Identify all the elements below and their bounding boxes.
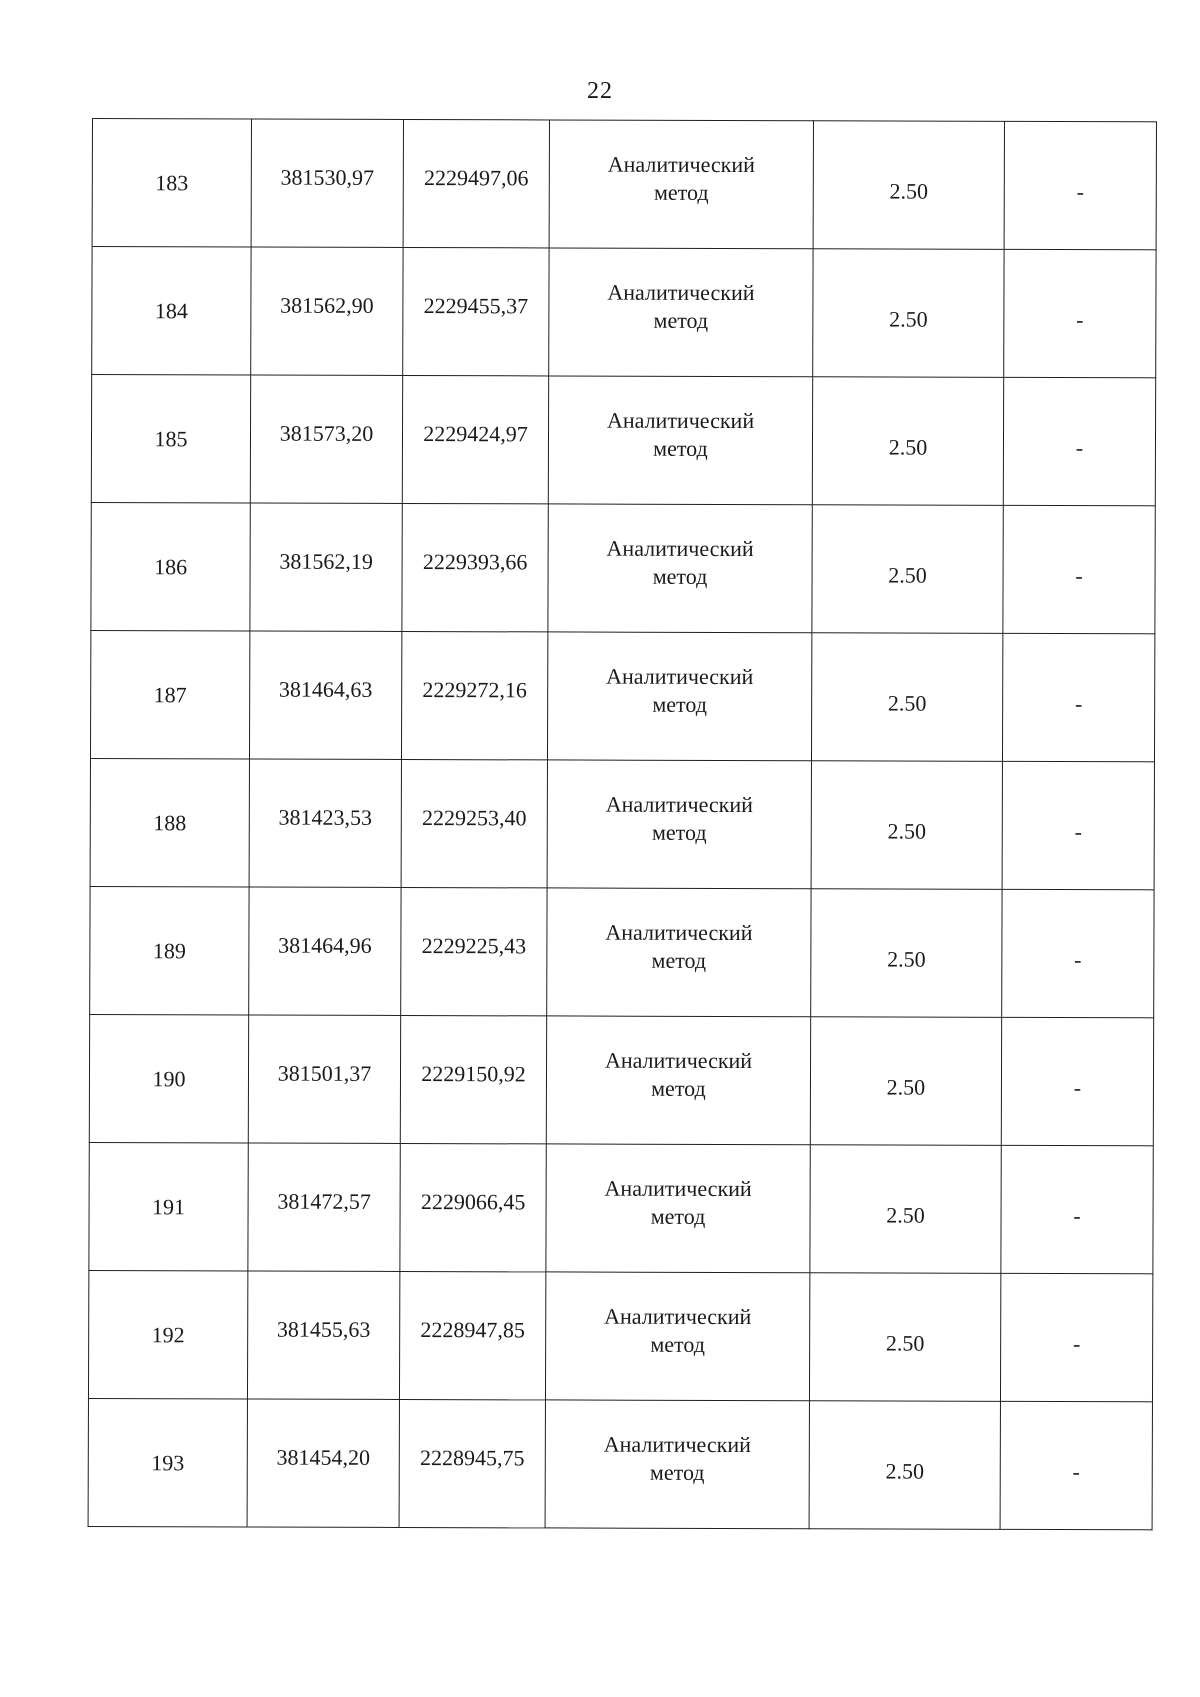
accuracy-value-cell — [809, 1401, 1000, 1530]
description-value-cell — [1000, 1401, 1152, 1529]
point-number-cell — [89, 1014, 248, 1142]
method-cell — [546, 1144, 810, 1273]
coordinate-x-cell — [248, 1143, 400, 1271]
method-line: Аналитический — [606, 663, 754, 689]
coordinate-y-cell — [399, 1399, 545, 1527]
coordinate-x-cell — [247, 1271, 399, 1399]
description-value-cell — [1001, 1017, 1153, 1145]
table-row — [88, 1270, 1152, 1401]
method-line: Аналитический — [605, 919, 753, 945]
coordinate-x-cell — [247, 1399, 399, 1527]
coordinate-y-cell — [402, 503, 548, 631]
method-line: Аналитический — [604, 1047, 753, 1073]
accuracy-value: 2.50 — [887, 946, 926, 972]
method-text — [604, 1430, 751, 1486]
description-value-cell — [1004, 249, 1156, 377]
point-number: 187 — [153, 681, 187, 707]
coordinates-table-body — [88, 119, 1156, 1530]
coordinate-y-cell — [399, 1271, 545, 1399]
point-number-cell — [92, 119, 251, 247]
method-line: Аналитический — [607, 279, 755, 305]
coordinate-x: 381423,53 — [278, 804, 373, 830]
description-value: - — [1074, 818, 1082, 844]
method-cell — [549, 248, 813, 377]
coordinates-table — [88, 118, 1157, 1530]
method-text — [607, 278, 754, 334]
coordinate-y: 2228945,75 — [420, 1444, 525, 1470]
coordinate-y-cell — [401, 887, 547, 1015]
accuracy-value-cell — [812, 377, 1003, 506]
coordinate-y: 2229066,45 — [420, 1188, 526, 1214]
method-cell — [546, 1016, 810, 1145]
description-value-cell — [1002, 889, 1154, 1017]
description-value-cell — [1003, 505, 1155, 633]
table-row — [91, 375, 1155, 506]
point-number: 185 — [154, 425, 188, 451]
method-cell — [545, 1272, 809, 1401]
coordinate-x: 381562,90 — [280, 292, 374, 318]
accuracy-value-cell — [810, 1145, 1001, 1274]
point-number: 184 — [154, 297, 188, 323]
point-number-cell — [88, 1398, 247, 1526]
description-value: - — [1076, 306, 1084, 332]
description-value-cell — [1002, 633, 1154, 761]
coordinate-x: 381454,20 — [276, 1444, 371, 1470]
coordinate-x-cell — [250, 375, 402, 503]
method-text — [605, 918, 752, 974]
method-text — [608, 150, 755, 206]
method-text — [606, 534, 753, 590]
coordinate-x-cell — [249, 631, 401, 759]
method-line: метод — [652, 691, 707, 717]
accuracy-value-cell — [812, 505, 1003, 634]
coordinate-x: 381455,63 — [276, 1316, 371, 1342]
coordinate-y-cell — [403, 119, 549, 247]
accuracy-value-cell — [810, 1017, 1001, 1146]
method-line: Аналитический — [607, 151, 755, 177]
coordinate-y: 2229225,43 — [421, 932, 527, 958]
point-number-cell — [90, 758, 249, 886]
accuracy-value: 2.50 — [885, 1330, 925, 1356]
table-row — [89, 1142, 1153, 1273]
description-value: - — [1074, 946, 1082, 972]
coordinate-x-cell — [251, 119, 403, 247]
method-text — [607, 406, 754, 462]
method-line: Аналитический — [604, 1303, 752, 1329]
point-number-cell — [91, 375, 250, 503]
coordinate-x-cell — [248, 1015, 400, 1143]
point-number: 193 — [151, 1449, 185, 1475]
description-value-cell — [1001, 1145, 1153, 1273]
description-value: - — [1073, 1074, 1082, 1100]
description-value: - — [1076, 178, 1084, 204]
coordinate-x: 381530,97 — [280, 164, 375, 190]
method-line: метод — [650, 1203, 706, 1229]
coordinate-y: 2228947,85 — [420, 1316, 525, 1342]
point-number: 191 — [152, 1193, 186, 1219]
page-number: 22 — [587, 78, 613, 104]
point-number-cell — [89, 1142, 248, 1270]
point-number: 190 — [152, 1065, 186, 1091]
accuracy-value: 2.50 — [888, 434, 928, 460]
accuracy-value-cell — [813, 249, 1004, 378]
coordinate-x: 381573,20 — [279, 420, 374, 446]
point-number-cell — [88, 1270, 247, 1398]
description-value: - — [1072, 1458, 1080, 1484]
method-line: метод — [651, 947, 707, 973]
accuracy-value-cell — [813, 121, 1004, 250]
method-cell — [548, 504, 812, 633]
coordinate-y: 2229253,40 — [422, 804, 527, 830]
method-cell — [547, 888, 811, 1017]
point-number-cell — [92, 247, 251, 375]
method-cell — [545, 1400, 809, 1529]
table-row — [90, 758, 1154, 889]
description-value-cell — [1002, 761, 1154, 889]
coordinate-y-cell — [400, 1143, 546, 1271]
method-cell — [547, 632, 811, 761]
point-number: 183 — [155, 169, 189, 195]
table-row — [91, 502, 1155, 633]
method-line: метод — [653, 435, 708, 461]
method-line: метод — [650, 1331, 705, 1357]
coordinate-y-cell — [401, 631, 547, 759]
table-row — [90, 630, 1154, 761]
method-text — [605, 1046, 752, 1102]
accuracy-value: 2.50 — [887, 690, 927, 716]
point-number: 186 — [154, 553, 188, 579]
table-row — [92, 119, 1156, 250]
method-line: Аналитический — [604, 1175, 752, 1201]
coordinate-y: 2229424,97 — [423, 420, 528, 446]
accuracy-value-cell — [811, 633, 1002, 762]
coordinate-x: 381464,96 — [278, 932, 372, 958]
method-cell — [549, 120, 813, 249]
point-number-cell — [90, 886, 249, 1014]
table-row — [90, 886, 1154, 1017]
coordinate-y: 2229393,66 — [422, 548, 528, 574]
method-line: метод — [651, 819, 707, 845]
coordinate-y-cell — [403, 247, 549, 375]
coordinate-x: 381472,57 — [277, 1188, 371, 1214]
method-line: метод — [652, 563, 708, 589]
point-number-cell — [91, 502, 250, 630]
accuracy-value-cell — [811, 761, 1002, 890]
coordinate-x-cell — [250, 503, 402, 631]
coordinate-x-cell — [249, 887, 401, 1015]
accuracy-value: 2.50 — [886, 1202, 925, 1228]
coordinate-x: 381501,37 — [277, 1060, 372, 1086]
accuracy-value: 2.50 — [888, 562, 927, 588]
coordinate-y-cell — [401, 759, 547, 887]
method-line: Аналитический — [603, 1431, 751, 1457]
description-value: - — [1073, 1202, 1081, 1228]
method-line: метод — [649, 1459, 705, 1485]
table-row — [92, 247, 1156, 378]
point-number: 192 — [151, 1321, 185, 1347]
coordinates-table-container — [88, 118, 1150, 1530]
coordinate-x-cell — [249, 759, 401, 887]
accuracy-value: 2.50 — [887, 818, 927, 844]
description-value: - — [1074, 690, 1083, 716]
accuracy-value-cell — [809, 1273, 1000, 1402]
method-line: Аналитический — [605, 791, 753, 817]
description-value-cell — [1000, 1273, 1152, 1401]
accuracy-value: 2.50 — [886, 1074, 926, 1100]
coordinate-y-cell — [400, 1015, 546, 1143]
description-value-cell — [1003, 377, 1155, 505]
method-line: Аналитический — [606, 535, 754, 561]
description-value: - — [1072, 1330, 1081, 1356]
table-row — [88, 1398, 1152, 1529]
point-number-cell — [90, 630, 249, 758]
method-text — [606, 662, 753, 718]
coordinate-y: 2229150,92 — [421, 1060, 526, 1086]
coordinate-x: 381562,19 — [279, 548, 373, 574]
method-text — [606, 790, 753, 846]
table-row — [89, 1014, 1153, 1145]
accuracy-value-cell — [811, 889, 1002, 1018]
method-line: метод — [651, 1075, 706, 1101]
description-value: - — [1075, 562, 1083, 588]
description-value-cell — [1004, 121, 1156, 249]
accuracy-value: 2.50 — [885, 1457, 925, 1484]
coordinate-x-cell — [251, 247, 403, 375]
method-text — [604, 1174, 751, 1230]
method-line: метод — [653, 307, 709, 333]
coordinate-y: 2229455,37 — [423, 292, 529, 318]
description-value: - — [1075, 434, 1084, 460]
method-text — [604, 1302, 751, 1358]
method-cell — [548, 376, 812, 505]
accuracy-value: 2.50 — [889, 306, 928, 332]
coordinate-y: 2229272,16 — [422, 676, 527, 702]
accuracy-value: 2.50 — [889, 178, 929, 204]
point-number: 188 — [153, 809, 187, 835]
method-cell — [547, 760, 811, 889]
coordinate-y: 2229497,06 — [424, 164, 529, 190]
coordinate-x: 381464,63 — [278, 676, 373, 702]
method-line: Аналитический — [606, 407, 755, 433]
coordinate-y-cell — [402, 375, 548, 503]
method-line: метод — [653, 179, 709, 205]
point-number: 189 — [152, 937, 186, 963]
